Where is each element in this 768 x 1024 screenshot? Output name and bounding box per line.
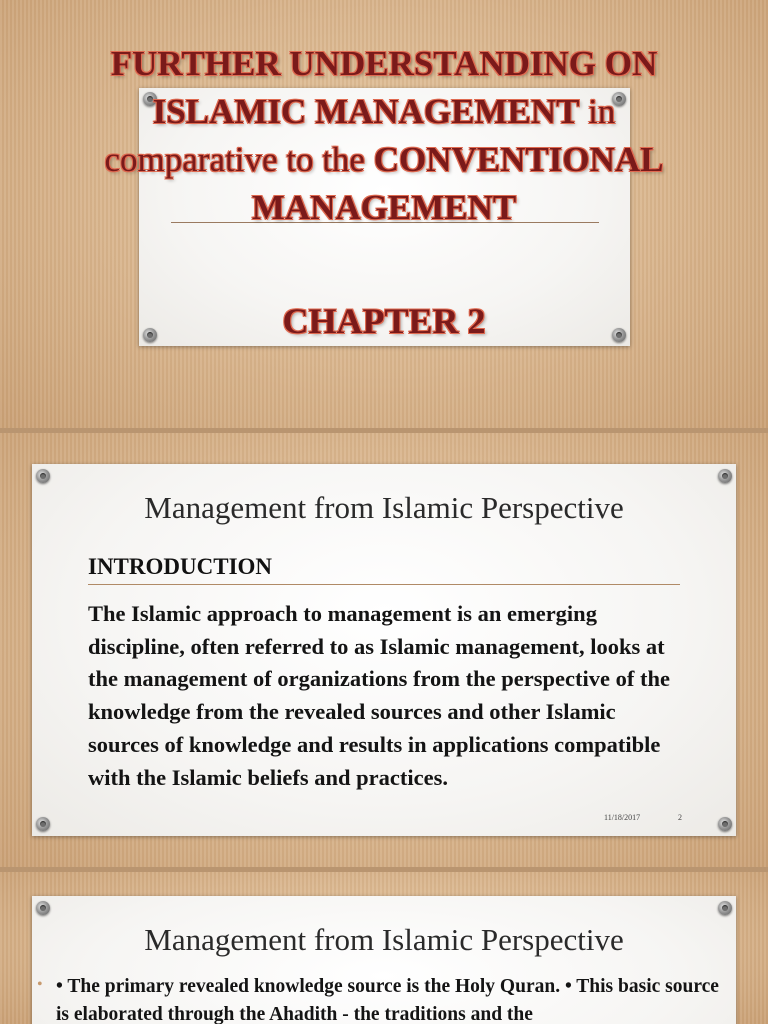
slide-title — [10, 40, 758, 232]
title-line-1: FURTHER UNDERSTANDING ON — [110, 44, 658, 83]
title-bold-phrase: ISLAMIC MANAGEMENT — [152, 92, 580, 131]
pin-icon — [718, 901, 732, 915]
pin-icon — [718, 817, 732, 831]
section-label: INTRODUCTION — [88, 554, 273, 579]
title-normal-phrase: comparative to the — [104, 140, 374, 179]
chapter-label: CHAPTER 2 — [282, 301, 486, 341]
slide-heading: Management from Islamic Perspective — [144, 490, 624, 525]
slide-date: 11/18/2017 — [604, 813, 641, 822]
title-line-3 — [10, 136, 758, 184]
title-normal-phrase: in — [579, 92, 616, 131]
section-divider — [88, 584, 680, 585]
title-slide — [0, 0, 768, 428]
slide-number: 2 — [678, 813, 682, 822]
pin-icon — [718, 469, 732, 483]
body-paragraph: The Islamic approach to management is an emerging discipline, often referred to as Islamic management, looks at the management of organizations from the perspective of the knowledge from the revealed sources and other Islamic sources of knowledge and results in applications compatible with the Islamic beliefs and practices. — [88, 601, 670, 790]
title-bold-phrase: CONVENTIONAL — [373, 140, 664, 179]
title-line-4: MANAGEMENT — [251, 188, 517, 227]
pin-icon — [36, 817, 50, 831]
bullet-icon: • — [37, 976, 43, 993]
bullet-text: • The primary revealed knowledge source is the Holy Quran. • This basic source is elaborated through the Ahadith - the traditions and the — [56, 976, 719, 1024]
knowledge-source-slide — [0, 872, 768, 1024]
pin-icon — [36, 469, 50, 483]
title-line-2 — [10, 88, 758, 136]
introduction-slide — [0, 433, 768, 867]
slide-heading: Management from Islamic Perspective — [144, 922, 624, 957]
pin-icon — [36, 901, 50, 915]
